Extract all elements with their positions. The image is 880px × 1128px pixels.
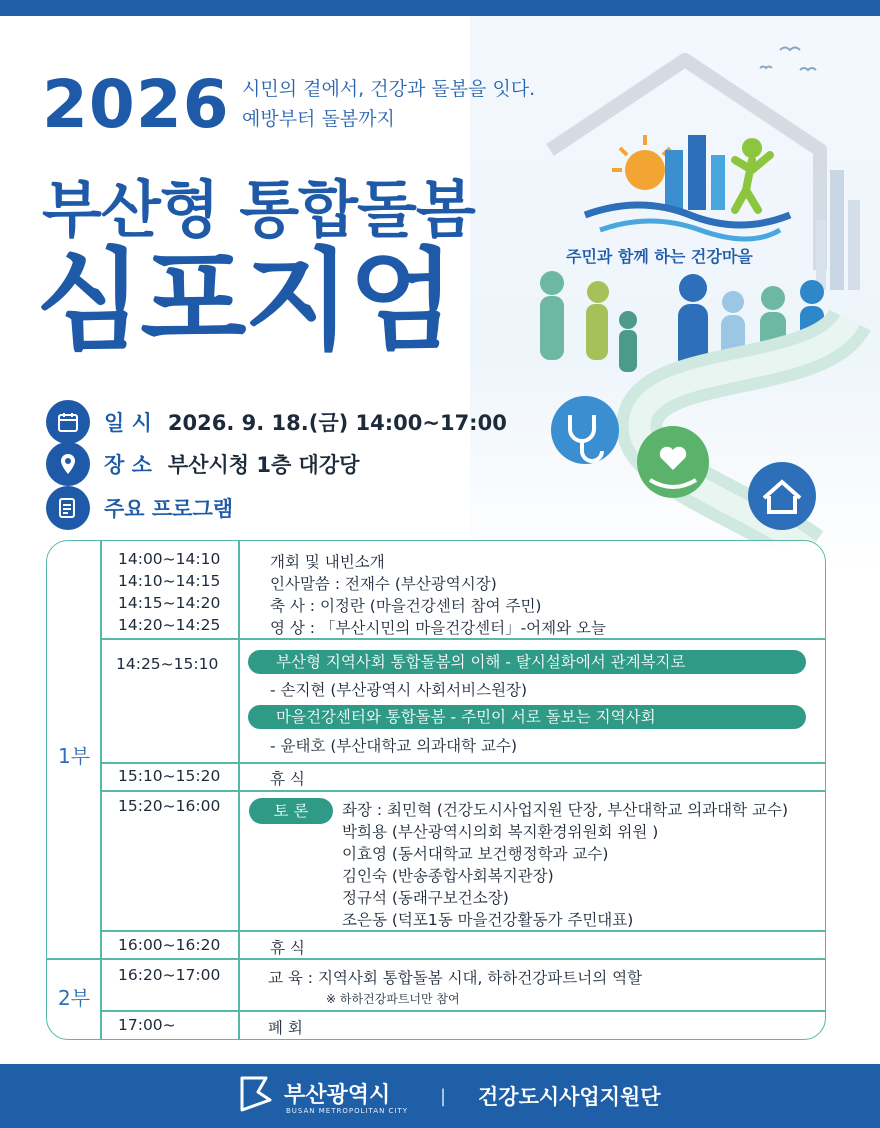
date-value: 2026. 9. 18.(금) 14:00~17:00 <box>167 411 507 435</box>
home-icon <box>748 462 816 530</box>
break-1-time: 15:10~15:20 <box>118 767 221 785</box>
divider <box>100 930 826 932</box>
row-time: 14:10~14:15 <box>118 572 221 590</box>
place-row <box>46 442 359 486</box>
talk-1-title: 부산형 지역사회 통합돌봄의 이해 - 탈시설화에서 관계복지로 <box>248 650 806 674</box>
break-2-text: 휴 식 <box>270 939 305 957</box>
community-illustration <box>490 30 880 550</box>
divider <box>100 762 826 764</box>
date-row <box>46 400 507 444</box>
debate-line: 김인숙 (반송종합사회복지관장) <box>342 867 554 885</box>
edu-note: ※ 하하건강파트너만 참여 <box>326 992 460 1006</box>
row-text: 개회 및 내빈소개 <box>270 553 385 571</box>
program-label: 주요 프로그램 <box>104 497 234 521</box>
top-bar <box>0 0 880 16</box>
location-pin-icon <box>46 442 90 486</box>
title-line-2: 심포지엄 <box>36 237 454 365</box>
close-text: 폐 회 <box>268 1019 303 1037</box>
debate-time: 15:20~16:00 <box>118 797 221 815</box>
place-label: 장 소 <box>104 453 152 477</box>
break-1-text: 휴 식 <box>270 770 305 788</box>
divider <box>46 958 826 960</box>
talk-2-speaker: - 윤태호 (부산대학교 의과대학 교수) <box>270 737 518 755</box>
footer-organization: 건강도시사업지원단 <box>478 1085 661 1109</box>
edu-time: 16:20~17:00 <box>118 966 221 984</box>
footer-separator: | <box>440 1086 447 1107</box>
artwork-caption: 주민과 함께 하는 건강마을 <box>566 247 753 266</box>
debate-line: 조은동 (덕포1동 마을건강활동가 주민대표) <box>342 911 634 929</box>
sun-icon <box>625 150 665 190</box>
edu-text: 교 육 : 지역사회 통합돌봄 시대, 하하건강파트너의 역할 <box>268 969 643 987</box>
session-time: 14:25~15:10 <box>116 655 219 673</box>
divider <box>100 790 826 792</box>
debate-line: 박희용 (부산광역시의회 복지환경위원회 위원 ) <box>342 823 659 841</box>
footer <box>0 1064 880 1128</box>
stethoscope-icon <box>551 396 619 464</box>
debate-tag: 토 론 <box>249 798 333 824</box>
break-2-time: 16:00~16:20 <box>118 936 221 954</box>
part-1-label: 1부 <box>58 744 91 768</box>
busan-logo-icon <box>236 1074 276 1114</box>
house-outline <box>550 60 820 270</box>
row-time: 14:15~14:20 <box>118 594 221 612</box>
row-text: 영 상 : 「부산시민의 마을건강센터」-어제와 오늘 <box>270 619 606 637</box>
place-value: 부산시청 1층 대강당 <box>167 453 360 477</box>
footer-city-name: 부산광역시 <box>284 1083 391 1108</box>
debate-line: 좌장 : 최민혁 (건강도시사업지원 단장, 부산대학교 의과대학 교수) <box>342 801 789 819</box>
bird-icon <box>780 48 800 51</box>
debate-line: 정규석 (동래구보건소장) <box>342 889 509 907</box>
checklist-icon <box>46 486 90 530</box>
row-time: 14:20~14:25 <box>118 616 221 634</box>
part-2-label: 2부 <box>58 986 91 1010</box>
slogan-line-1: 시민의 곁에서, 건강과 돌봄을 잇다. <box>242 78 536 100</box>
program-row <box>46 486 233 530</box>
divider <box>100 638 826 640</box>
row-text: 축 사 : 이정란 (마을건강센터 참여 주민) <box>270 597 542 615</box>
talk-1-speaker: - 손지현 (부산광역시 사회서비스원장) <box>270 681 528 699</box>
talk-2-title: 마을건강센터와 통합돌봄 - 주민이 서로 돌보는 지역사회 <box>248 705 806 729</box>
footer-city-english: BUSAN METROPOLITAN CITY <box>286 1107 409 1115</box>
date-label: 일 시 <box>104 411 152 435</box>
row-text: 인사말씀 : 전재수 (부산광역시장) <box>270 575 497 593</box>
title-line-1: 부산형 통합돌봄 <box>42 173 475 246</box>
bird-icon <box>760 67 772 69</box>
debate-line: 이효영 (동서대학교 보건행정학과 교수) <box>342 845 609 863</box>
event-year: 2026 <box>42 66 230 143</box>
row-time: 14:00~14:10 <box>118 550 221 568</box>
calendar-icon <box>46 400 90 444</box>
bird-icon <box>800 68 816 70</box>
close-time: 17:00~ <box>118 1016 176 1034</box>
slogan-line-2: 예방부터 돌봄까지 <box>242 108 395 130</box>
divider <box>100 1010 826 1012</box>
